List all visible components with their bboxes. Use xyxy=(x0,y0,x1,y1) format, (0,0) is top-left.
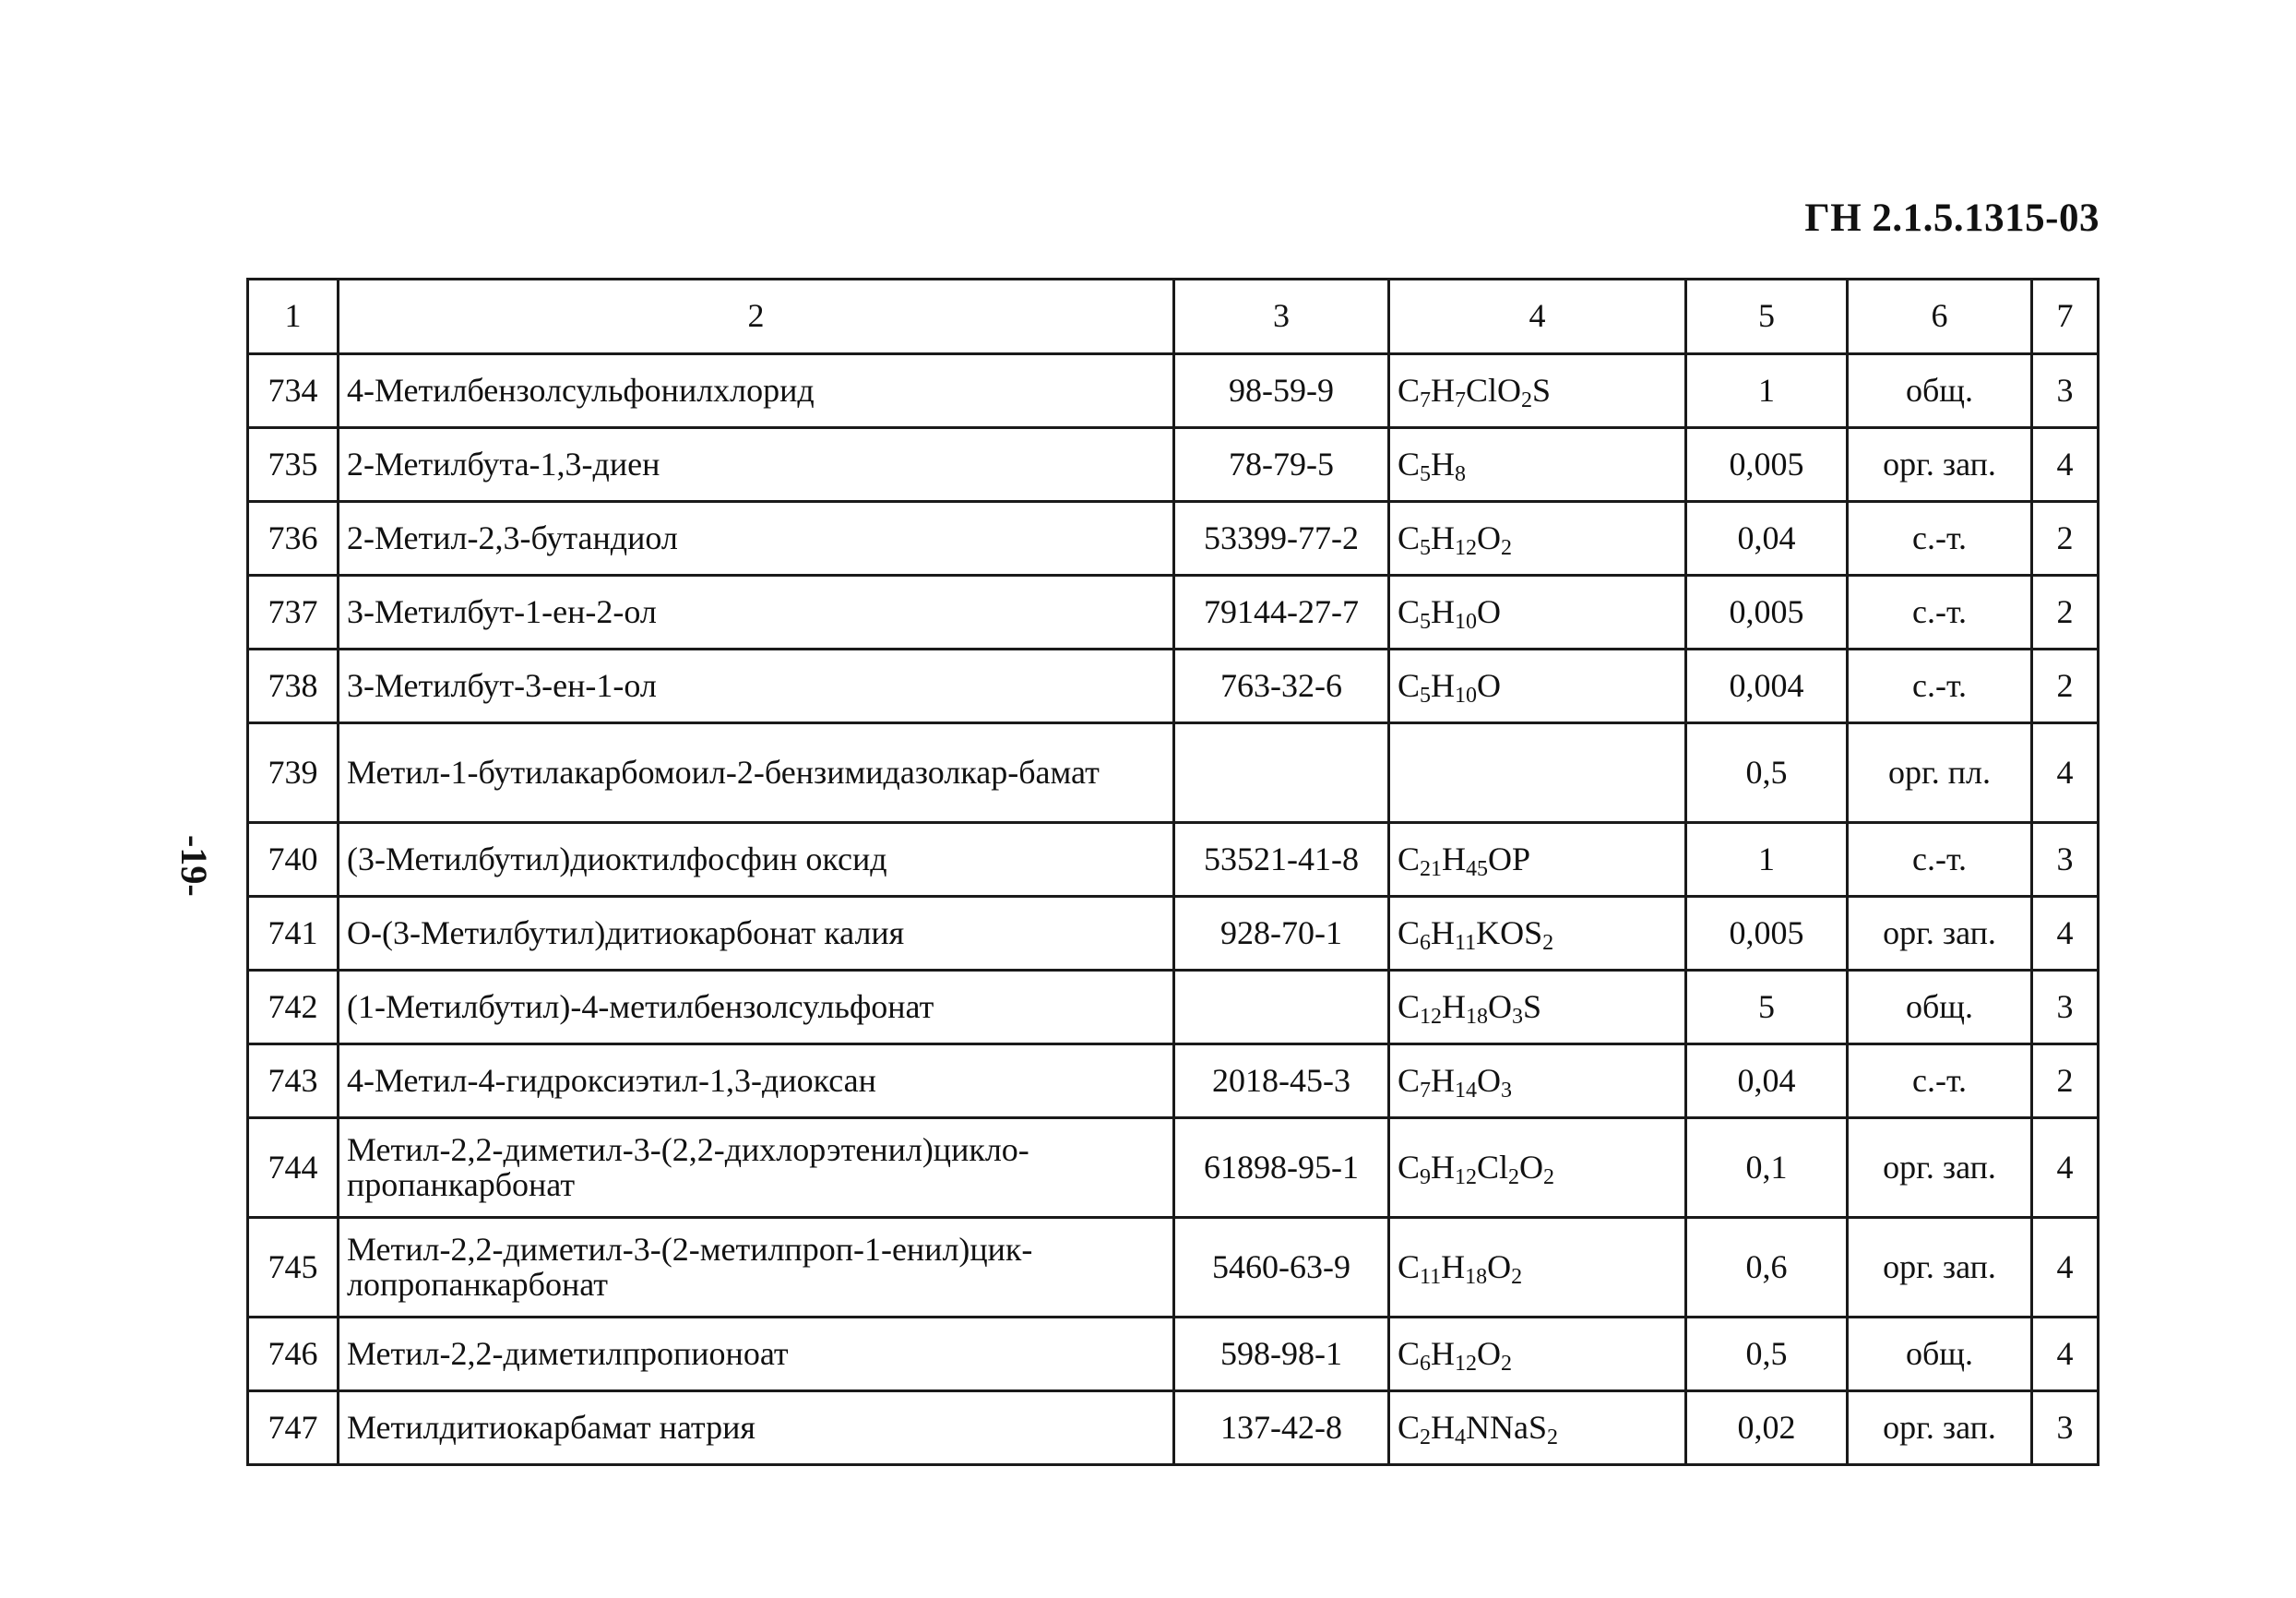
formula-cell: $C_7H_{14}O_3$ xyxy=(1389,1044,1686,1118)
hazard-class-cell: 4 xyxy=(2032,1318,2099,1391)
norm-value-cell: 5 xyxy=(1686,971,1848,1044)
harm-sign-cell: с.-т. xyxy=(1848,823,2032,897)
hazard-class-cell: 4 xyxy=(2032,1218,2099,1318)
harm-sign-cell: общ. xyxy=(1848,354,2032,428)
table-row xyxy=(248,428,2099,502)
formula-cell: $C_6H_{11}KOS_2$ xyxy=(1389,897,1686,971)
harm-sign-cell: с.-т. xyxy=(1848,650,2032,723)
column-header: 3 xyxy=(1174,280,1389,354)
cas-number-cell: 53399-77-2 xyxy=(1174,502,1389,576)
harm-sign-cell: общ. xyxy=(1848,971,2032,1044)
formula-cell: $C_9H_{12}Cl_2O_2$ xyxy=(1389,1118,1686,1218)
table-row xyxy=(248,1118,2099,1218)
cas-number-cell: 2018-45-3 xyxy=(1174,1044,1389,1118)
formula-cell: $C_5H_8$ xyxy=(1389,428,1686,502)
substance-name-cell: 4-Метилбензолсульфонилхлорид xyxy=(339,354,1174,428)
cas-number-cell xyxy=(1174,971,1389,1044)
row-number-cell: 735 xyxy=(248,428,339,502)
substance-name-cell: Метилдитиокарбамат натрия xyxy=(339,1391,1174,1465)
cas-number-cell: 598-98-1 xyxy=(1174,1318,1389,1391)
norm-value-cell: 1 xyxy=(1686,823,1848,897)
column-header: 7 xyxy=(2032,280,2099,354)
page-number: -19- xyxy=(173,835,215,897)
cas-number-cell: 78-79-5 xyxy=(1174,428,1389,502)
table-header-row xyxy=(248,280,2099,354)
norm-value-cell: 0,005 xyxy=(1686,428,1848,502)
hazard-class-cell: 4 xyxy=(2032,1118,2099,1218)
table-row xyxy=(248,1044,2099,1118)
substance-name-cell: Метил-2,2-диметилпропионоат xyxy=(339,1318,1174,1391)
hazard-class-cell: 2 xyxy=(2032,650,2099,723)
row-number-cell: 744 xyxy=(248,1118,339,1218)
cas-number-cell: 53521-41-8 xyxy=(1174,823,1389,897)
row-number-cell: 745 xyxy=(248,1218,339,1318)
row-number-cell: 736 xyxy=(248,502,339,576)
formula-cell: $C_{12}H_{18}O_3S$ xyxy=(1389,971,1686,1044)
table-row xyxy=(248,1218,2099,1318)
hazard-class-cell: 3 xyxy=(2032,823,2099,897)
harm-sign-cell: орг. зап. xyxy=(1848,1118,2032,1218)
row-number-cell: 742 xyxy=(248,971,339,1044)
hazard-class-cell: 2 xyxy=(2032,502,2099,576)
table-row xyxy=(248,897,2099,971)
substance-name-cell: (3-Метилбутил)диоктилфосфин оксид xyxy=(339,823,1174,897)
row-number-cell: 739 xyxy=(248,723,339,823)
cas-number-cell: 137-42-8 xyxy=(1174,1391,1389,1465)
hazard-class-cell: 4 xyxy=(2032,897,2099,971)
formula-cell: $C_7H_7ClO_2S$ xyxy=(1389,354,1686,428)
substance-name-cell: Метил-2,2-диметил-3-(2,2-дихлорэтенил)цикло-пропанкарбонат xyxy=(339,1118,1174,1218)
substance-name-cell: (1-Метилбутил)-4-метилбензолсульфонат xyxy=(339,971,1174,1044)
hazard-class-cell: 3 xyxy=(2032,1391,2099,1465)
formula-cell: $C_5H_{10}O$ xyxy=(1389,650,1686,723)
cas-number-cell: 61898-95-1 xyxy=(1174,1118,1389,1218)
cas-number-cell: 79144-27-7 xyxy=(1174,576,1389,650)
substance-name-cell: Метил-1-бутилакарбомоил-2-бензимидазолкар-бамат xyxy=(339,723,1174,823)
hazard-class-cell: 4 xyxy=(2032,428,2099,502)
cas-number-cell xyxy=(1174,723,1389,823)
column-header: 2 xyxy=(339,280,1174,354)
substance-name-cell: 3-Метилбут-1-ен-2-ол xyxy=(339,576,1174,650)
row-number-cell: 743 xyxy=(248,1044,339,1118)
table-row xyxy=(248,1391,2099,1465)
row-number-cell: 738 xyxy=(248,650,339,723)
table-row xyxy=(248,1318,2099,1391)
column-header: 6 xyxy=(1848,280,2032,354)
formula-cell: $C_{21}H_{45}OP$ xyxy=(1389,823,1686,897)
norms-table xyxy=(246,278,2100,1466)
formula-cell: $C_{11}H_{18}O_2$ xyxy=(1389,1218,1686,1318)
substance-name-cell: Метил-2,2-диметил-3-(2-метилпроп-1-енил)цик-лопропанкарбонат xyxy=(339,1218,1174,1318)
formula-cell: $C_6H_{12}O_2$ xyxy=(1389,1318,1686,1391)
table-row xyxy=(248,650,2099,723)
harm-sign-cell: с.-т. xyxy=(1848,502,2032,576)
norm-value-cell: 0,5 xyxy=(1686,1318,1848,1391)
formula-cell xyxy=(1389,723,1686,823)
harm-sign-cell: орг. зап. xyxy=(1848,897,2032,971)
norm-value-cell: 0,005 xyxy=(1686,897,1848,971)
substance-name-cell: 2-Метилбута-1,3-диен xyxy=(339,428,1174,502)
substance-name-cell: 4-Метил-4-гидроксиэтил-1,3-диоксан xyxy=(339,1044,1174,1118)
formula-cell: $C_5H_{10}O$ xyxy=(1389,576,1686,650)
hazard-class-cell: 3 xyxy=(2032,971,2099,1044)
norm-value-cell: 0,1 xyxy=(1686,1118,1848,1218)
norm-value-cell: 1 xyxy=(1686,354,1848,428)
norm-value-cell: 0,04 xyxy=(1686,1044,1848,1118)
table-row xyxy=(248,823,2099,897)
row-number-cell: 747 xyxy=(248,1391,339,1465)
substance-name-cell: О-(3-Метилбутил)дитиокарбонат калия xyxy=(339,897,1174,971)
hazard-class-cell: 4 xyxy=(2032,723,2099,823)
column-header: 4 xyxy=(1389,280,1686,354)
norm-value-cell: 0,004 xyxy=(1686,650,1848,723)
column-header: 5 xyxy=(1686,280,1848,354)
table-row xyxy=(248,723,2099,823)
formula-cell: $C_2H_4NNaS_2$ xyxy=(1389,1391,1686,1465)
document-code: ГН 2.1.5.1315-03 xyxy=(1804,197,2100,240)
column-header: 1 xyxy=(248,280,339,354)
row-number-cell: 734 xyxy=(248,354,339,428)
cas-number-cell: 5460-63-9 xyxy=(1174,1218,1389,1318)
harm-sign-cell: орг. зап. xyxy=(1848,1218,2032,1318)
table-row xyxy=(248,354,2099,428)
norm-value-cell: 0,04 xyxy=(1686,502,1848,576)
norm-value-cell: 0,5 xyxy=(1686,723,1848,823)
cas-number-cell: 763-32-6 xyxy=(1174,650,1389,723)
row-number-cell: 741 xyxy=(248,897,339,971)
norm-value-cell: 0,6 xyxy=(1686,1218,1848,1318)
hazard-class-cell: 2 xyxy=(2032,1044,2099,1118)
harm-sign-cell: с.-т. xyxy=(1848,1044,2032,1118)
harm-sign-cell: общ. xyxy=(1848,1318,2032,1391)
harm-sign-cell: орг. пл. xyxy=(1848,723,2032,823)
hazard-class-cell: 2 xyxy=(2032,576,2099,650)
substance-name-cell: 3-Метилбут-3-ен-1-ол xyxy=(339,650,1174,723)
harm-sign-cell: с.-т. xyxy=(1848,576,2032,650)
substance-name-cell: 2-Метил-2,3-бутандиол xyxy=(339,502,1174,576)
norm-value-cell: 0,02 xyxy=(1686,1391,1848,1465)
row-number-cell: 737 xyxy=(248,576,339,650)
table-body xyxy=(248,354,2099,1465)
cas-number-cell: 98-59-9 xyxy=(1174,354,1389,428)
formula-cell: $C_5H_{12}O_2$ xyxy=(1389,502,1686,576)
harm-sign-cell: орг. зап. xyxy=(1848,428,2032,502)
table-row xyxy=(248,971,2099,1044)
table-row xyxy=(248,576,2099,650)
row-number-cell: 740 xyxy=(248,823,339,897)
table-row xyxy=(248,502,2099,576)
norm-value-cell: 0,005 xyxy=(1686,576,1848,650)
cas-number-cell: 928-70-1 xyxy=(1174,897,1389,971)
hazard-class-cell: 3 xyxy=(2032,354,2099,428)
row-number-cell: 746 xyxy=(248,1318,339,1391)
harm-sign-cell: орг. зап. xyxy=(1848,1391,2032,1465)
